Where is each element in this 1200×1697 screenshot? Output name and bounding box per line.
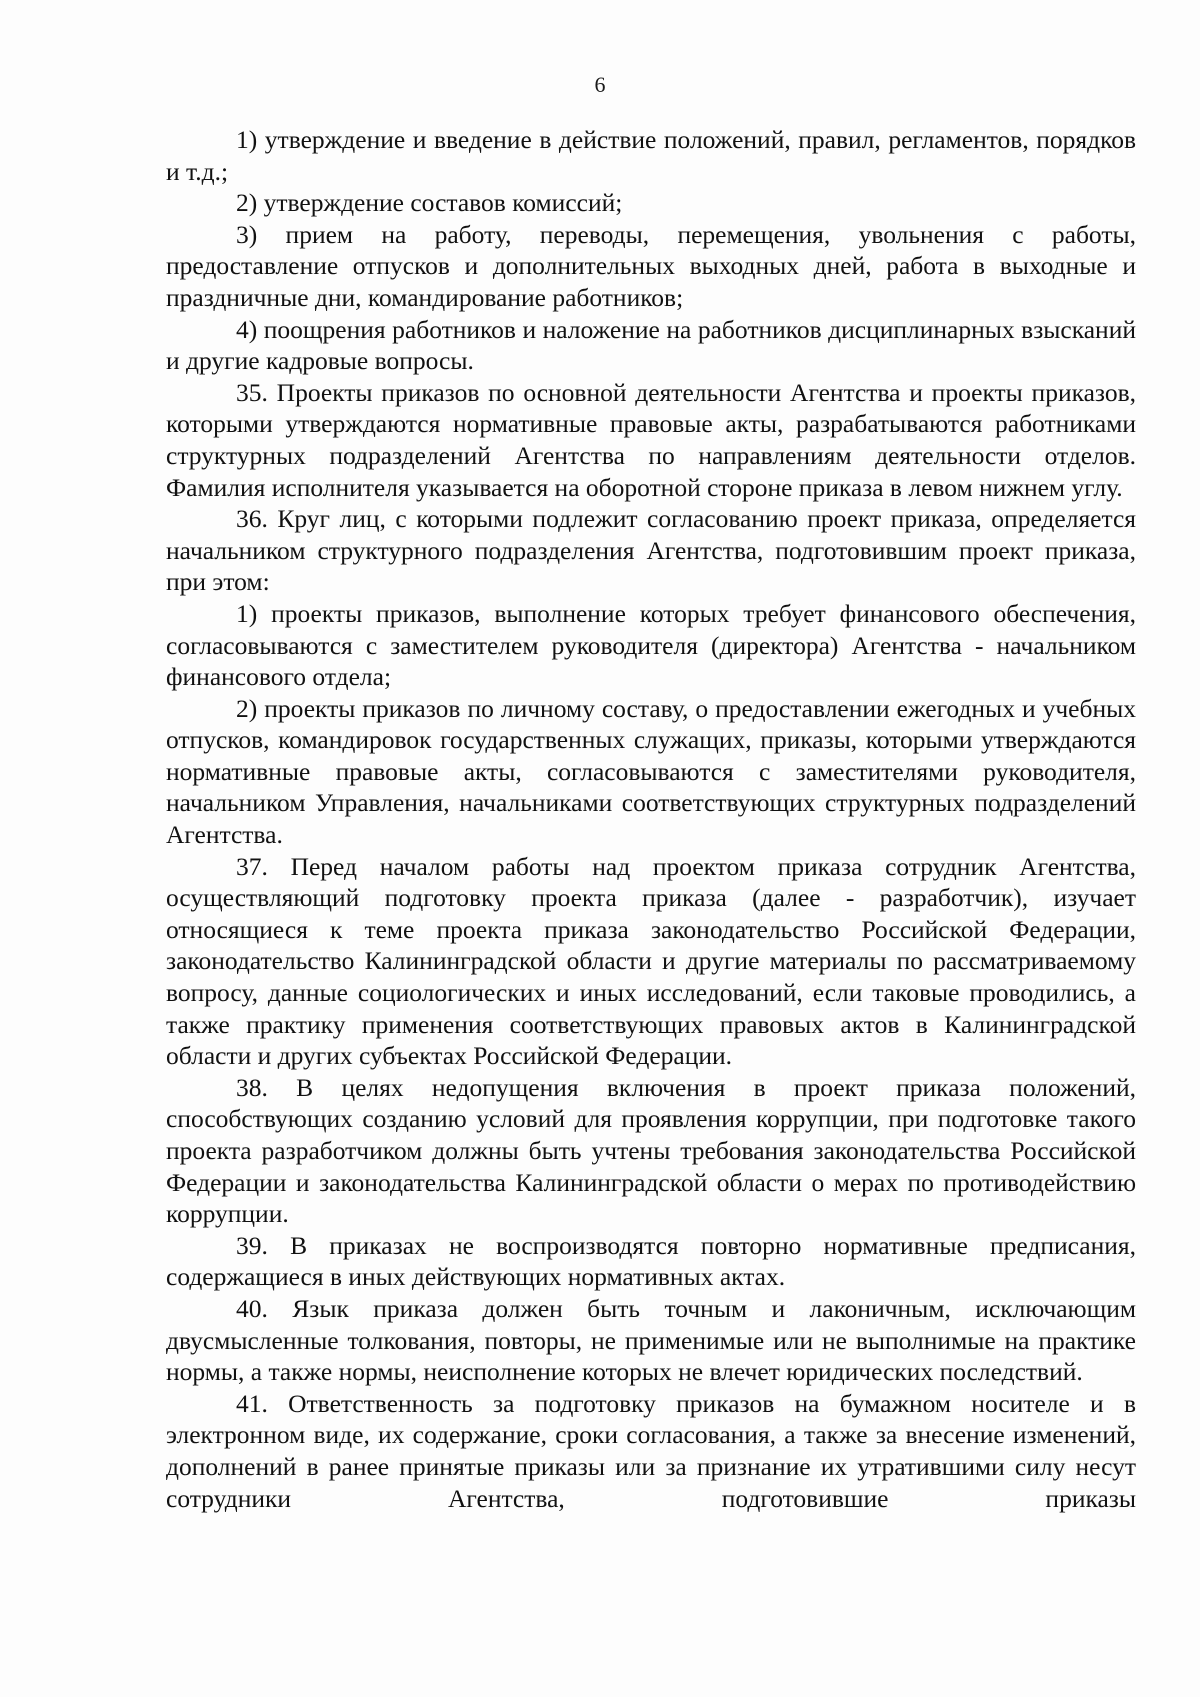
paragraph-40: 40. Язык приказа должен быть точным и лаконичным, исключающим двусмысленные толкования, повторы, не применимые или не выполнимые на практике нормы, а также нормы, неисполнение которых не влечет юридических последствий. — [166, 1293, 1136, 1387]
paragraph-37: 37. Перед началом работы над проектом приказа сотрудник Агентства, осуществляющий подготовку проекта приказа (далее - разработчик), изучает относящиеся к теме проекта приказа законодательство Российской Федерации, законодательство Калининградской области и другие материалы по рассматриваемому вопросу, данные социологических и иных исследований, если таковые проводились, а также практику применения соответствующих правовых актов в Калининградской области и других субъектах Российской Федерации. — [166, 851, 1136, 1071]
paragraph-36: 36. Круг лиц, с которыми подлежит согласованию проект приказа, определяется начальником структурного подразделения Агентства, подготовившим проект приказа, при этом: — [166, 504, 1136, 597]
paragraph-38: 38. В целях недопущения включения в проект приказа положений, способствующих созданию условий для проявления коррупции, при подготовке такого проекта разработчиком должны быть учтены требования законодательства Российской Федерации и законодательства Калининградской области о мерах по противодействию коррупции. — [166, 1072, 1136, 1229]
paragraph-item-4: 4) поощрения работников и наложение на работников дисциплинарных взысканий и другие кадровые вопросы. — [166, 314, 1136, 376]
paragraph-item-2: 2) утверждение составов комиссий; — [236, 188, 623, 218]
paragraph-item-3: 3) прием на работу, переводы, перемещения, увольнения с работы, предоставление отпусков и дополнительных выходных дней, работа в выходные и праздничные дни, командирование работников; — [166, 219, 1136, 312]
paragraph-41: 41. Ответственность за подготовку приказов на бумажном носителе и в электронном виде, их содержание, сроки согласования, а также за внесение изменений, дополнений в ранее принятые приказы или за признание их утратившими силу несут сотрудники Агентства, подготовившие приказы — [166, 1388, 1136, 1513]
paragraph-35: 35. Проекты приказов по основной деятельности Агентства и проекты приказов, которыми утверждаются нормативные правовые акты, разрабатываются работниками структурных подразделений Агентства по направлениям деятельности отделов. Фамилия исполнителя указывается на оборотной стороне приказа в левом нижнем углу. — [166, 377, 1136, 502]
paragraph-39: 39. В приказах не воспроизводятся повторно нормативные предписания, содержащиеся в иных действующих нормативных актах. — [166, 1230, 1136, 1292]
page-number: 6 — [594, 72, 606, 97]
paragraph-36-item-2: 2) проекты приказов по личному составу, о предоставлении ежегодных и учебных отпусков, командировок государственных служащих, приказы, которыми утверждаются нормативные правовые акты, согласовываются с заместителями руководителя, начальником Управления, начальниками соответствующих структурных подразделений Агентства. — [166, 693, 1136, 850]
paragraph-36-item-1: 1) проекты приказов, выполнение которых требует финансового обеспечения, согласовываются с заместителем руководителя (директора) Агентства - начальником финансового отдела; — [166, 598, 1136, 692]
document-body — [166, 124, 1136, 1514]
paragraph-item-1: 1) утверждение и введение в действие положений, правил, регламентов, порядков и т.д.; — [166, 125, 1136, 186]
